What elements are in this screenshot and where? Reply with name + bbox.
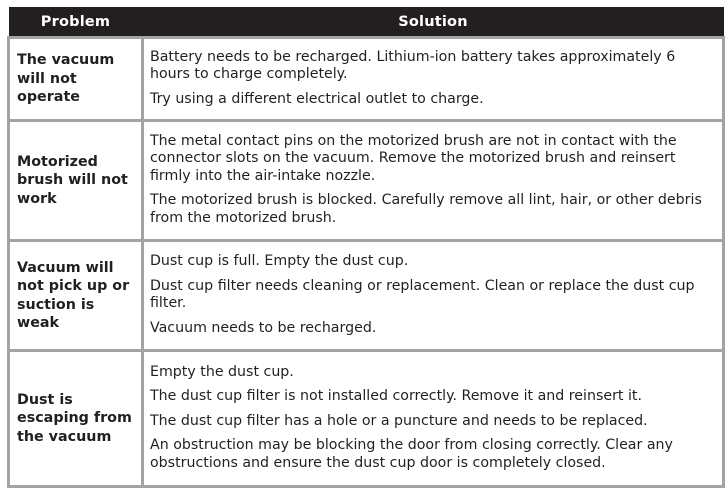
header-solution: Solution xyxy=(143,7,724,38)
solution-text: Dust cup filter needs cleaning or replacement. Clean or replace the dust cup filter. xyxy=(150,277,695,311)
solution-text: Empty the dust cup. xyxy=(150,363,294,380)
problem-cell: Motorized brush will not work xyxy=(9,121,143,241)
solution-cell xyxy=(143,121,724,241)
solution-text: Vacuum needs to be recharged. xyxy=(150,319,377,336)
solution-text: The dust cup filter is not installed correctly. Remove it and reinsert it. xyxy=(150,388,643,405)
header-row xyxy=(9,7,724,38)
solution-cell xyxy=(143,351,724,487)
solution-cell xyxy=(143,38,724,121)
solution-text: Dust cup is full. Empty the dust cup. xyxy=(150,253,409,269)
table-row xyxy=(9,351,724,487)
table-row xyxy=(9,38,724,121)
problem-cell: The vacuum will not operate xyxy=(9,38,143,121)
solution-text: Battery needs to be recharged. Lithium-ion battery takes approximately 6 hours to charge completely. xyxy=(150,48,676,83)
table-row xyxy=(9,121,724,241)
troubleshooting-table xyxy=(7,7,725,488)
table-row xyxy=(9,241,724,351)
header-problem: Problem xyxy=(9,7,143,38)
solution-text: Try using a different electrical outlet to charge. xyxy=(150,90,484,107)
solution-text: The motorized brush is blocked. Carefully remove all lint, hair, or other debris from the motorized brush. xyxy=(150,192,702,226)
problem-cell: Vacuum will not pick up or suction is weak xyxy=(9,241,143,351)
problem-cell: Dust is escaping from the vacuum xyxy=(9,351,143,487)
solution-text: The dust cup filter has a hole or a puncture and needs to be replaced. xyxy=(150,412,648,429)
solution-text: The metal contact pins on the motorized brush are not in contact with the connector slots on the vacuum. Remove the motorized brush and reinsert firmly into the air-intake nozzle. xyxy=(150,132,677,184)
solution-cell xyxy=(143,241,724,351)
solution-text: An obstruction may be blocking the door from closing correctly. Clear any obstructions and ensure the dust cup door is completely closed. xyxy=(150,437,673,471)
